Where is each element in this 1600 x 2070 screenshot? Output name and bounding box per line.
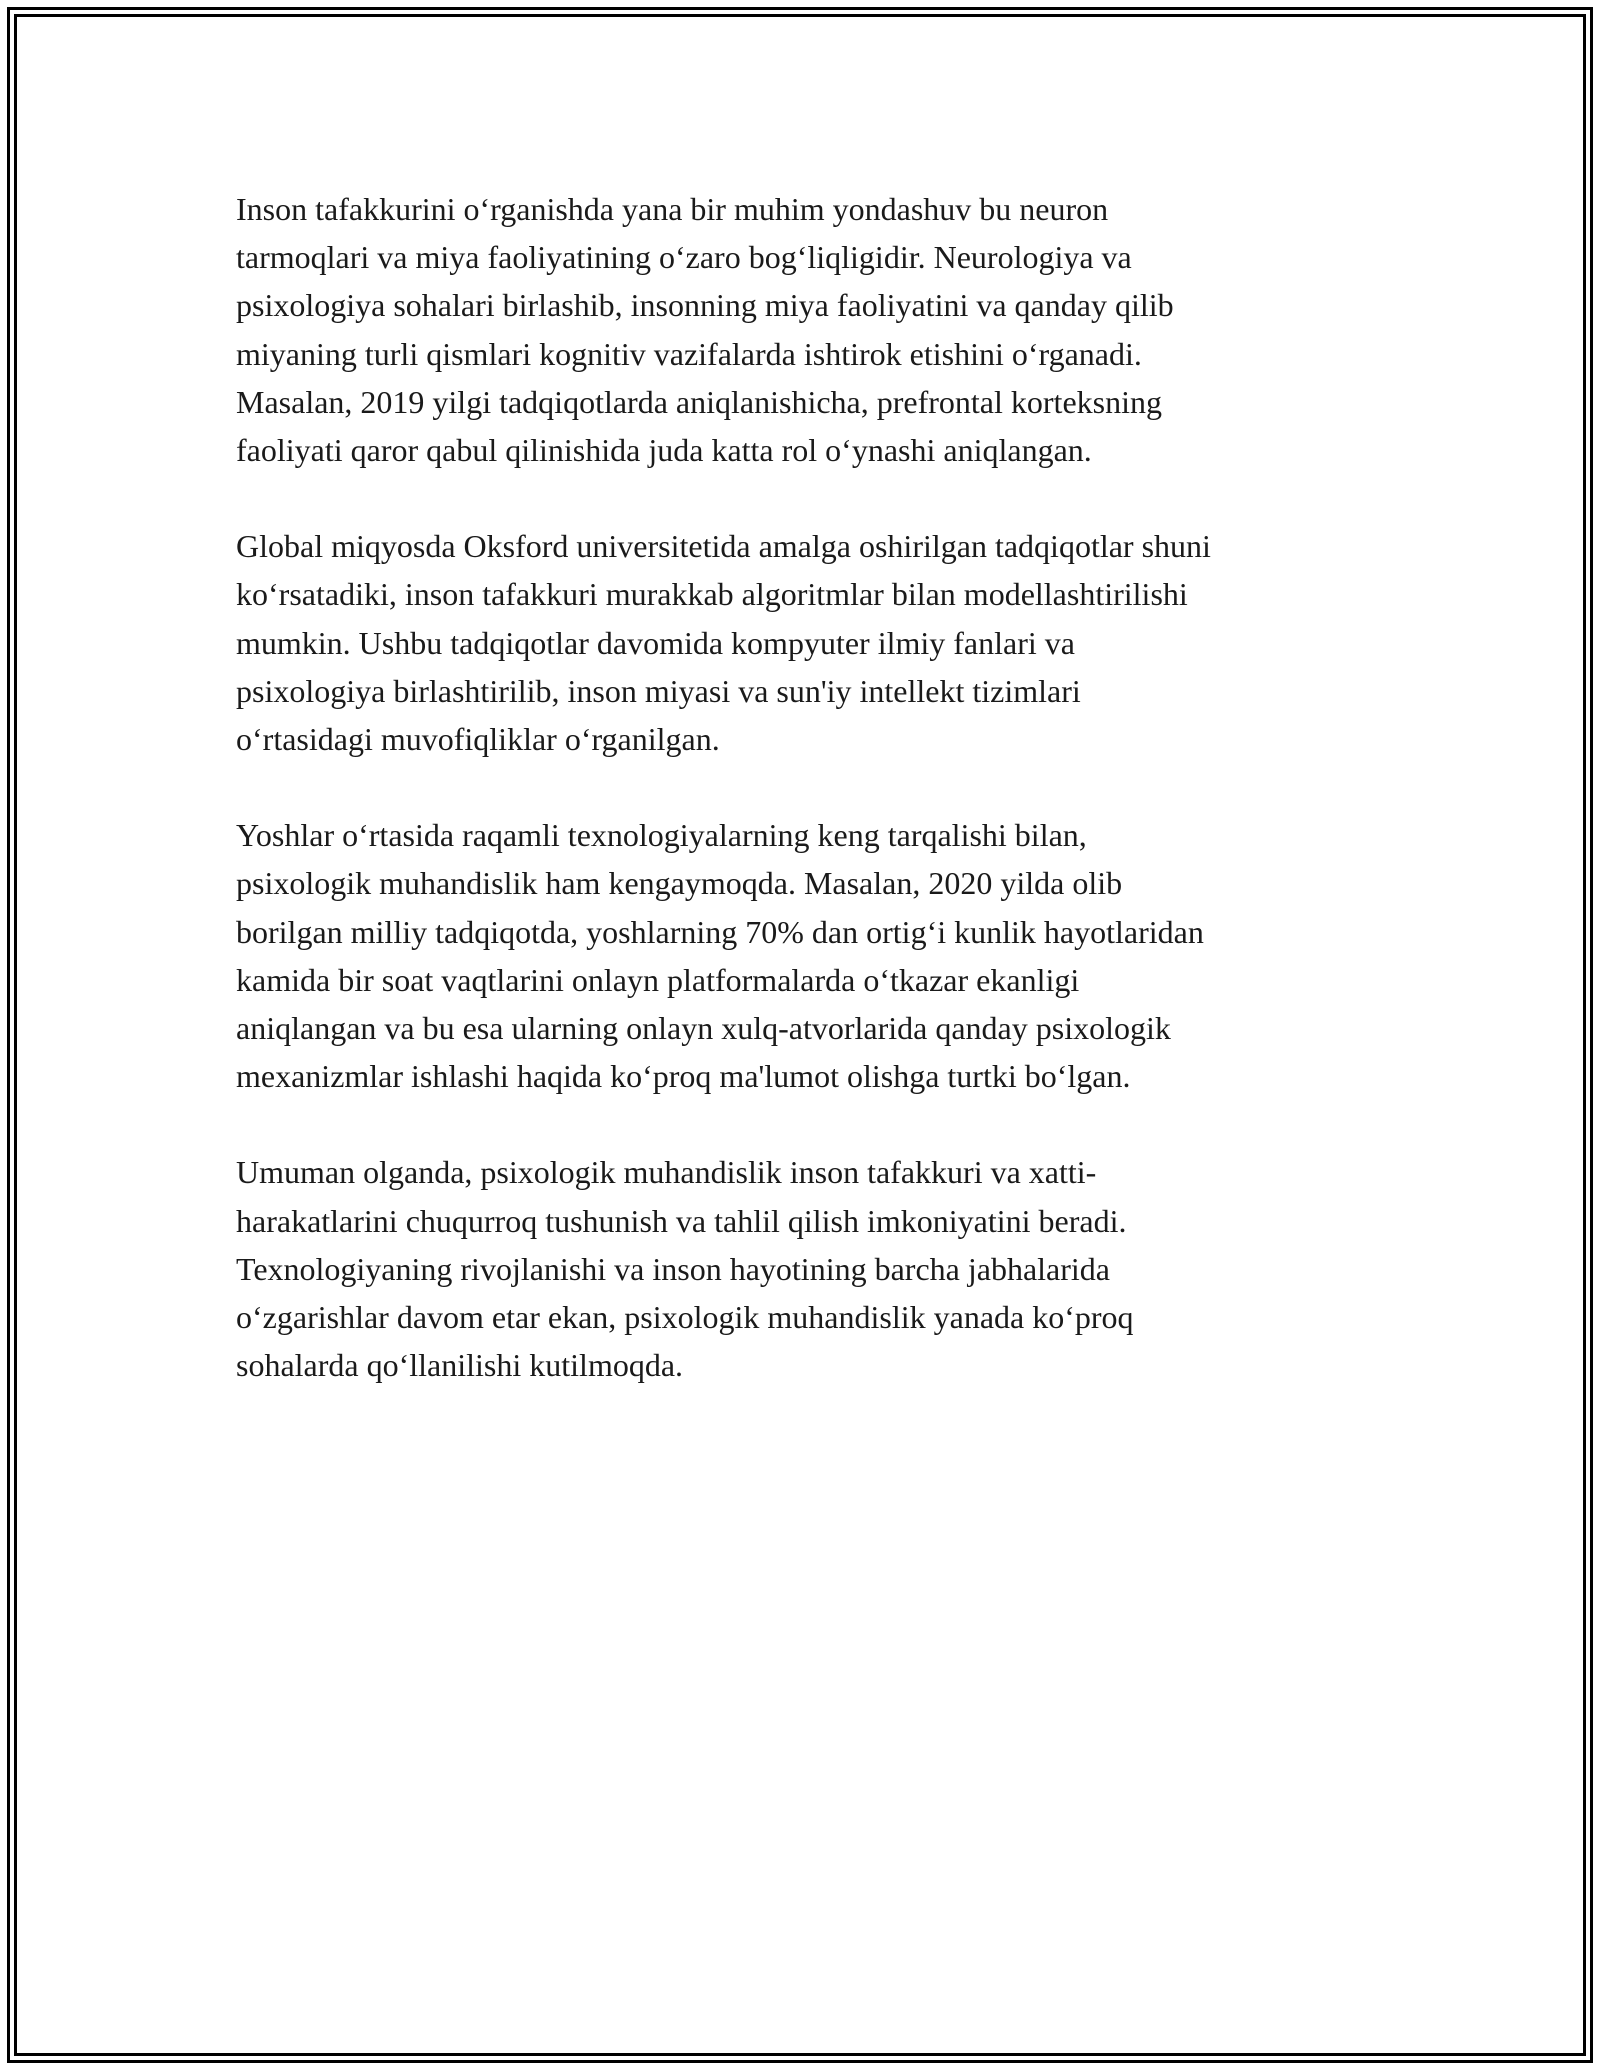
text-line: psixologik muhandislik ham kengaymoqda. Masalan, 2020 yilda olib (236, 865, 1123, 902)
text-line: aniqlangan va bu esa ularning onlayn xulq-atvorlarida qanday psixologik (236, 1010, 1171, 1047)
document-body (236, 185, 1366, 1437)
text-line: miyaning turli qismlari kognitiv vazifalarda ishtirok etishini o‘rganadi. (236, 335, 1142, 372)
text-line: Umuman olganda, psixologik muhandislik inson tafakkuri va xatti- (236, 1154, 1097, 1191)
text-line: mexanizmlar ishlashi haqida ko‘proq ma'lumot olishga turtki bo‘lgan. (236, 1058, 1131, 1095)
text-line: borilgan milliy tadqiqotda, yoshlarning 70% dan ortig‘i kunlik hayotlaridan (236, 913, 1204, 950)
text-line: mumkin. Ushbu tadqiqotlar davomida kompyuter ilmiy fanlari va (236, 624, 1075, 661)
text-line: tarmoqlari va miya faoliyatining o‘zaro bog‘liqligidir. Neurologiya va (236, 239, 1132, 276)
text-line: ko‘rsatadiki, inson tafakkuri murakkab algoritmlar bilan modellashtirilishi (236, 576, 1188, 613)
text-line: kamida bir soat vaqtlarini onlayn platformalarda o‘tkazar ekanligi (236, 961, 1080, 998)
paragraph-youth-technology (236, 811, 1366, 1100)
text-line: psixologiya birlashtirilib, inson miyasi va sun'iy intellekt tizimlari (236, 672, 1081, 709)
paragraph-conclusion (236, 1148, 1366, 1389)
text-line: Texnologiyaning rivojlanishi va inson hayotining barcha jabhalarida (236, 1250, 1110, 1287)
paragraph-neuron-networks (236, 185, 1366, 474)
text-line: Global miqyosda Oksford universitetida amalga oshirilgan tadqiqotlar shuni (236, 528, 1211, 565)
text-line: harakatlarini chuqurroq tushunish va tahlil qilish imkoniyatini beradi. (236, 1202, 1127, 1239)
text-line: psixologiya sohalari birlashib, insonning miya faoliyatini va qanday qilib (236, 287, 1174, 324)
text-line: Inson tafakkurini o‘rganishda yana bir muhim yondashuv bu neuron (236, 191, 1109, 227)
text-line: faoliyati qaror qabul qilinishida juda katta rol o‘ynashi aniqlangan. (236, 432, 1092, 469)
text-line: Masalan, 2019 yilgi tadqiqotlarda aniqlanishicha, prefrontal korteksning (236, 383, 1162, 420)
paragraph-oxford-research (236, 522, 1366, 763)
text-line: o‘rtasidagi muvofiqliklar o‘rganilgan. (236, 721, 720, 758)
text-line: Yoshlar o‘rtasida raqamli texnologiyalarning keng tarqalishi bilan, (236, 817, 1087, 854)
text-line: o‘zgarishlar davom etar ekan, psixologik muhandislik yanada ko‘proq (236, 1299, 1134, 1336)
text-line: sohalarda qo‘llanilishi kutilmoqda. (236, 1347, 684, 1384)
